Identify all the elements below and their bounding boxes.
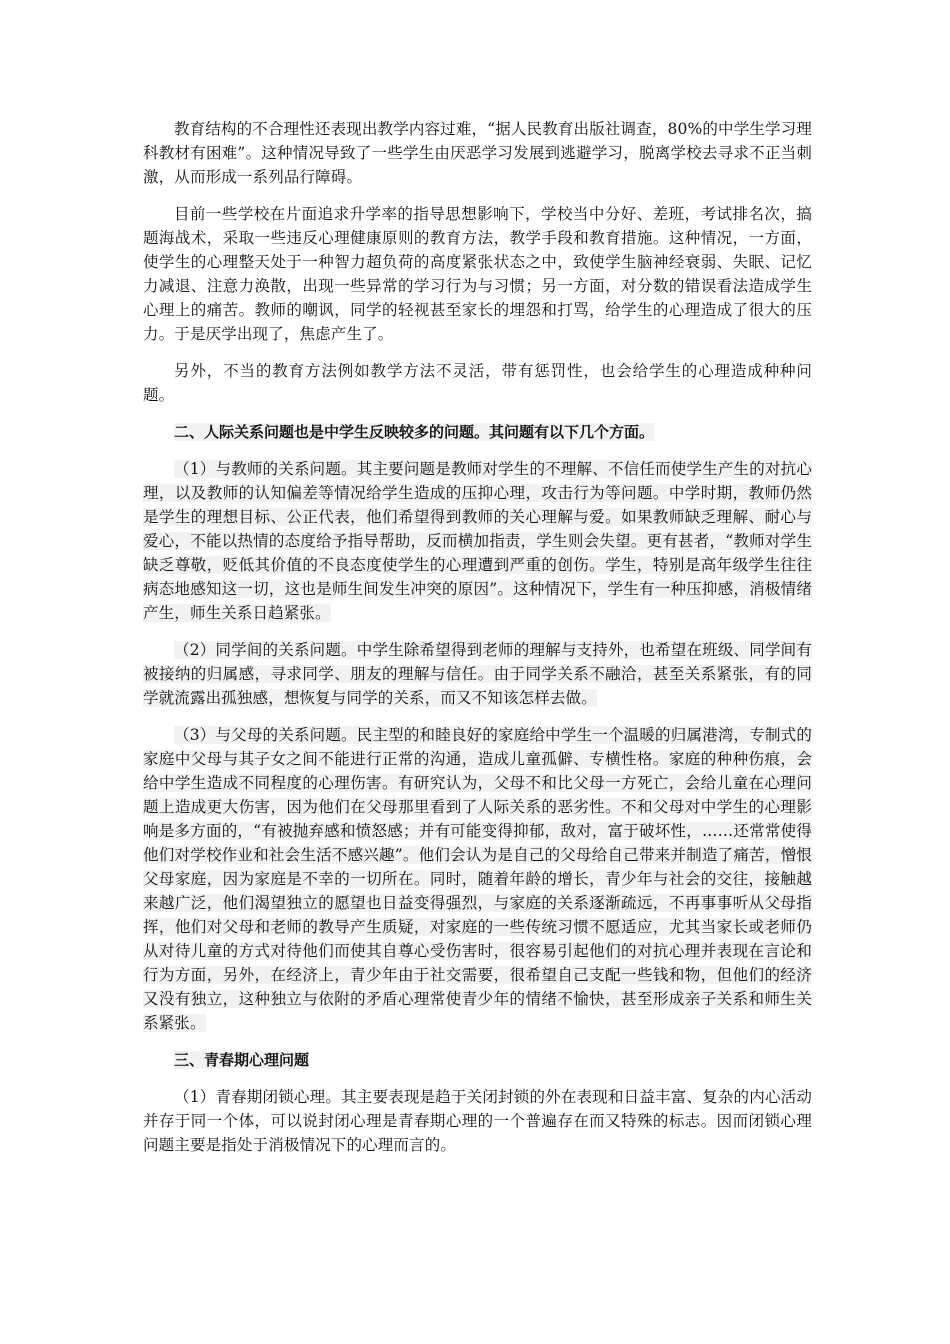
paragraph-teacher-relationship (143, 457, 812, 625)
document-body (143, 117, 812, 1170)
section-heading-interpersonal (143, 420, 812, 444)
section-heading-adolescence (143, 1048, 812, 1072)
paragraph-text: （1）与教师的关系问题。其主要问题是教师对学生的不理解、不信任而使学生产生的对抗心理，以及教师的认知偏差等情况给学生造成的压抑心理，攻击行为等问题。中学时期，教师仍然是学生的理想目标、公正代表，他们希望得到教师的关心理解与爱。如果教师缺乏理解、耐心与爱心，不能以热情的态度给予指导帮助，反而横加指责，学生则会失望。更有甚者，“教师对学生缺乏尊敬，贬低其价值的不良态度使学生的心理遭到严重的创伤。学生，特别是高年级学生往往病态地感知这一切，这也是师生间发生冲突的原因”。这种情况下，学生有一种压抑感，消极情绪产生，师生关系日趋紧张。 (143, 460, 812, 622)
heading-text: 三、青春期心理问题 (174, 1051, 310, 1069)
paragraph-curriculum-difficulty (143, 117, 812, 189)
paragraph-text: （1）青春期闭锁心理。其主要表现是趋于关闭封锁的外在表现和日益丰富、复杂的内心活动并存于同一个体，可以说封闭心理是青春期心理的一个普遍存在而又特殊的标志。因而闭锁心理问题主要是指处于消极情况下的心理而言的。 (143, 1088, 812, 1154)
paragraph-text: （2）同学间的关系问题。中学生除希望得到老师的理解与支持外，也希望在班级、同学间有被接纳的归属感，寻求同学、朋友的理解与信任。由于同学关系不融洽，甚至关系紧张，有的同学就流露出孤独感，想恢复与同学的关系，而又不知该怎样去做。 (143, 641, 812, 707)
paragraph-text: 目前一些学校在片面追求升学率的指导思想影响下，学校当中分好、差班，考试排名次，搞题海战术，采取一些违反心理健康原则的教育方法，教学手段和教育措施。这种情况，一方面，使学生的心理整天处于一种智力超负荷的高度紧张状态之中，致使学生脑神经衰弱、失眠、记忆力减退、注意力涣散，出现一些异常的学习行为与习惯；另一方面，对分数的错误看法造成学生心理上的痛苦。教师的嘲讽，同学的轻视甚至家长的埋怨和打骂，给学生的心理造成了很大的压力。于是厌学出现了，焦虑产生了。 (143, 205, 812, 343)
paragraph-text: 教育结构的不合理性还表现出教学内容过难，“据人民教育出版社调查，80%的中学生学习理科教材有困难”。这种情况导致了一些学生由厌恶学习发展到逃避学习，脱离学校去寻求不正当刺激，从而形成一系列品行障碍。 (143, 120, 812, 186)
paragraph-exam-pressure (143, 202, 812, 346)
paragraph-closed-mind (143, 1085, 812, 1157)
paragraph-parent-relationship (143, 723, 812, 1035)
paragraph-teaching-methods (143, 359, 812, 407)
heading-text: 二、人际关系问题也是中学生反映较多的问题。其问题有以下几个方面。 (174, 423, 655, 441)
paragraph-text: 另外，不当的教育方法例如教学方法不灵活，带有惩罚性，也会给学生的心理造成种种问题。 (143, 362, 812, 404)
paragraph-text: （3）与父母的关系问题。民主型的和睦良好的家庭给中学生一个温暖的归属港湾，专制式的家庭中父母与其子女之间不能进行正常的沟通，造成儿童孤僻、专横性格。家庭的种种伤痕，会给中学生造成不同程度的心理伤害。有研究认为，父母不和比父母一方死亡，会给儿童在心理问题上造成更大伤害，因为他们在父母那里看到了人际关系的恶劣性。不和父母对中学生的心理影响是多方面的，“有被抛弃感和愤怒感；并有可能变得抑郁，敌对，富于破坏性，……还常常使得他们对学校作业和社会生活不感兴趣”。他们会认为是自己的父母给自己带来并制造了痛苦，憎恨父母家庭，因为家庭是不幸的一切所在。同时，随着年龄的增长，青少年与社会的交往，接触越来越广泛，他们渴望独立的愿望也日益变得强烈，与家庭的关系逐渐疏远，不再事事听从父母指挥，他们对父母和老师的教导产生质疑，对家庭的一些传统习惯不愿适应，尤其当家长或老师仍从对待儿童的方式对待他们而使其自尊心受伤害时，很容易引起他们的对抗心理并表现在言论和行为方面，另外，在经济上，青少年由于社交需要，很希望自己支配一些钱和物，但他们的经济又没有独立，这种独立与依附的矛盾心理常使青少年的情绪不愉快，甚至形成亲子关系和师生关系紧张。 (143, 726, 812, 1032)
paragraph-classmate-relationship (143, 638, 812, 710)
